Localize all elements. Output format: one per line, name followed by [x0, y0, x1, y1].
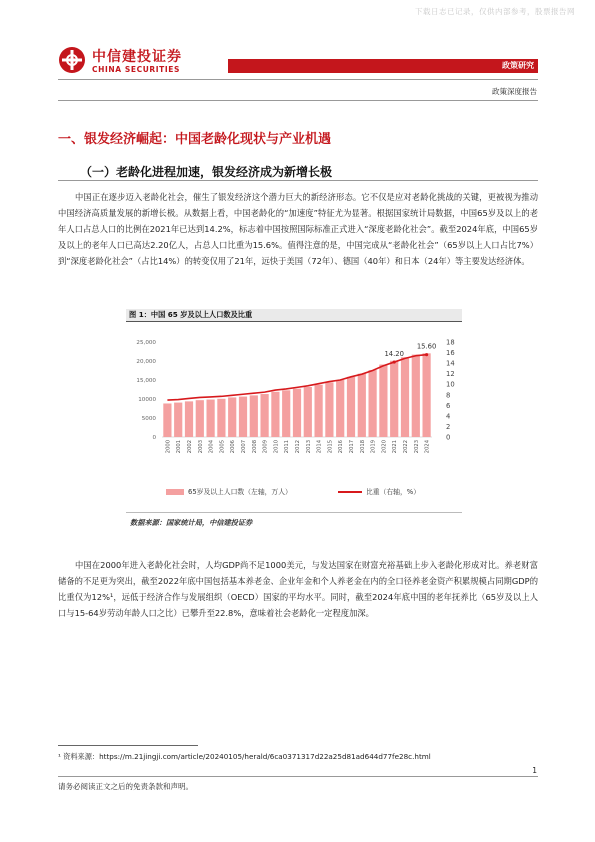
header-section-label: 政策研究 [502, 61, 534, 70]
x-tick-label: 2013 [305, 440, 312, 454]
y-left-tick-label: 5000 [141, 416, 156, 422]
x-tick-label: 2021 [392, 440, 399, 454]
data-label: 15.60 [416, 342, 437, 351]
y-right-tick-label: 16 [446, 349, 455, 358]
footnote-rule [58, 745, 198, 746]
y-right-tick-label: 8 [446, 391, 451, 400]
bar-2007 [239, 397, 247, 437]
bar-2003 [196, 400, 204, 437]
figure-title-bar [126, 309, 462, 322]
x-tick-label: 2014 [316, 440, 323, 454]
footer-rule [58, 776, 538, 777]
x-tick-label: 2022 [403, 440, 409, 454]
data-point-marker [393, 360, 396, 363]
bar-2000 [163, 403, 171, 437]
header-rule-top [58, 79, 538, 80]
header-rule-bottom [58, 100, 538, 101]
y-right-tick-label: 14 [446, 359, 455, 368]
bar-2011 [282, 390, 290, 437]
bar-2016 [336, 380, 344, 437]
bar-2019 [368, 370, 376, 437]
x-tick-label: 2010 [273, 440, 280, 454]
x-tick-label: 2011 [284, 440, 291, 454]
bar-2008 [250, 395, 258, 437]
x-tick-label: 2004 [208, 440, 215, 454]
x-tick-label: 2006 [230, 440, 237, 454]
x-tick-label: 2017 [349, 440, 355, 454]
bar-2004 [206, 400, 214, 437]
x-tick-label: 2008 [251, 440, 258, 454]
bar-2022 [401, 357, 409, 437]
bar-2012 [293, 389, 301, 437]
logo-english-name: CHINA SECURITIES [92, 65, 180, 74]
bar-2014 [314, 385, 322, 437]
y-left-tick-label: 15,000 [136, 378, 156, 384]
y-right-tick-label: 12 [446, 370, 455, 379]
y-right-tick-label: 6 [446, 401, 451, 410]
bar-2018 [358, 374, 366, 437]
bar-2024 [422, 353, 430, 437]
section-heading: 一、银发经济崛起：中国老龄化现状与产业机遇 [58, 132, 332, 147]
y-right-tick-label: 18 [446, 338, 455, 347]
bar-2023 [412, 355, 420, 437]
y-right-tick-label: 0 [446, 433, 451, 442]
population-chart [126, 324, 462, 510]
page-number: 1 [532, 766, 537, 775]
logo-emblem-icon [58, 46, 86, 74]
bar-2017 [347, 377, 355, 437]
legend-bar-swatch [166, 489, 184, 495]
y-left-tick-label: 10000 [138, 397, 156, 403]
data-label: 14.20 [384, 350, 404, 359]
x-tick-label: 2016 [338, 440, 345, 454]
x-tick-label: 2003 [197, 440, 204, 454]
figure-source: 数据来源：国家统计局，中信建投证券 [130, 518, 253, 527]
paragraph-2-text: 中国在2000年进入老龄化社会时，人均GDP尚不足1000美元，与发达国家在财富充裕基础上步入老龄化形成对比。养老财富储备的不足更为突出，截至2022年底中国包括基本养老金、企业年金和个人养老金在内的全口径养老金资产积累规模占同期GDP的比重仅为12%¹，远低于经济合作与发展组织（OECD）国家的平均水平。同时，截至2024年底中国的老年抚养比（65岁及以上人口与15-64岁劳动年龄人口之比）已攀升至22.8%，意味着社会老龄化一定程度加深。 [58, 560, 538, 618]
data-point-marker [425, 353, 428, 356]
y-right-tick-label: 10 [446, 380, 455, 389]
x-tick-label: 2023 [413, 440, 420, 454]
bar-2015 [325, 382, 333, 437]
report-type-label: 政策深度报告 [492, 87, 537, 96]
y-right-tick-label: 2 [446, 422, 451, 431]
x-tick-label: 2002 [187, 440, 193, 454]
footnote-text: ¹ 资料来源：https://m.21jingji.com/article/20240105/herald/6ca0371317d22a25d81ad644d77fe28c.html [58, 752, 431, 761]
x-tick-label: 2015 [327, 440, 334, 454]
paragraph-1-text: 中国正在逐步迈入老龄化社会，催生了银发经济这个潜力巨大的新经济形态。它不仅是应对老龄化挑战的关键，更被视为推动中国经济高质量发展的新增长极。从数据上看，中国老龄化的“加速度”特征尤为显著。根据国家统计局数据，中国65岁及以上的老年人口占总人口的比例在2021年已达到14.2%，标志着中国按照国际标准正式进入“深度老龄化社会”。截至2024年底，中国65岁及以上的老年人口已高达2.20亿人，占总人口比重为15.6%。值得注意的是，中国完成从“老龄化社会”（65岁以上人口占比7%）到“深度老龄化社会”（占比14%）的转变仅用了21年，远快于美国（72年）、德国（40年）和日本（24年）等主要发达经济体。 [58, 192, 538, 266]
x-tick-label: 2005 [219, 440, 226, 454]
bar-2020 [379, 365, 387, 437]
x-tick-label: 2009 [262, 440, 269, 454]
disclaimer-text: 请务必阅读正文之后的免责条款和声明。 [58, 782, 193, 791]
y-left-tick-label: 20,000 [136, 359, 156, 365]
company-logo [58, 44, 190, 78]
body-paragraph-1 [58, 189, 538, 269]
bar-2002 [185, 401, 193, 437]
bar-2005 [217, 399, 225, 437]
bar-2009 [260, 394, 268, 437]
bar-2013 [304, 387, 312, 437]
bar-2001 [174, 403, 182, 437]
x-tick-label: 2020 [381, 440, 388, 454]
y-right-tick-label: 4 [446, 412, 451, 421]
bar-2021 [390, 361, 398, 437]
y-left-tick-label: 0 [152, 435, 156, 441]
figure-title: 图 1：中国 65 岁及以上人口数及比重 [129, 310, 253, 319]
figure-bottom-rule [126, 512, 462, 513]
x-tick-label: 2000 [165, 440, 172, 454]
legend-bar-label: 65岁及以上人口数（左轴，万人） [188, 488, 292, 496]
x-tick-label: 2001 [176, 440, 183, 454]
logo-chinese-name: 中信建投证券 [92, 49, 182, 65]
bar-2010 [271, 392, 279, 437]
x-tick-label: 2024 [424, 440, 431, 454]
legend-line-label: 比重（右轴，%） [366, 488, 421, 496]
subsection-heading: （一）老龄化进程加速，银发经济成为新增长极 [80, 165, 333, 179]
y-left-tick-label: 25,000 [136, 340, 156, 346]
x-tick-label: 2019 [370, 440, 377, 454]
x-tick-label: 2012 [295, 440, 301, 454]
body-paragraph-2 [58, 557, 538, 621]
bar-2006 [228, 397, 236, 437]
x-tick-label: 2018 [359, 440, 366, 454]
x-tick-label: 2007 [241, 440, 247, 454]
header-section-bar [228, 59, 538, 73]
watermark-text: 下载日志已记录，仅供内部参考，股票报告网 [415, 7, 575, 16]
